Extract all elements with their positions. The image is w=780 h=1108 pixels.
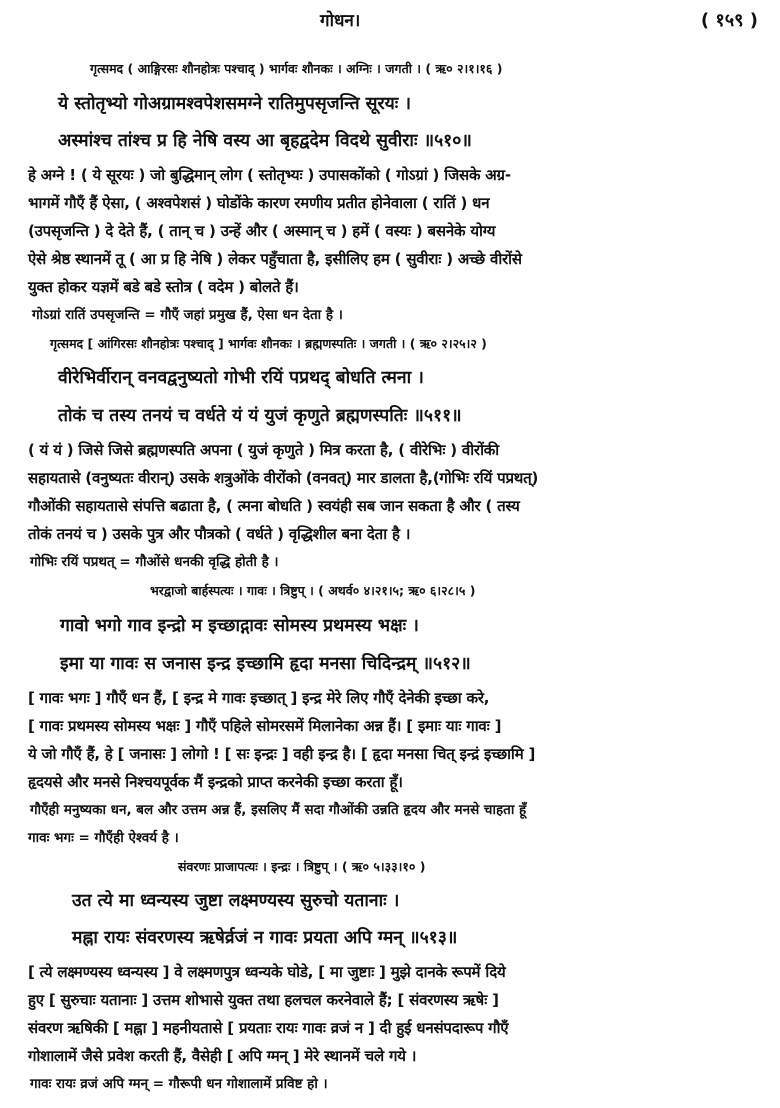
commentary-line: ऐसे श्रेष्ठ स्थानमें तू ( आ प्र हि नेषि ) लेकर पहुँचाता है, इसीलिए हम ( सुवीराः ) अच्छे वीरोंसे (28, 250, 522, 268)
page-title: गोधन। (320, 11, 361, 31)
commentary-line: [ गावः प्रथमस्य सोमस्य भक्षः ] गौएँ पहिले सोमरसमें मिलानेका अन्न हैं। [ इमाः याः गावः ] (28, 717, 502, 735)
commentary-line: [ त्ये लक्ष्मण्यस्य ध्वन्यस्य ] वे लक्ष्मणपुत्र ध्वन्यके घोडे, [ मा जुष्टाः ] मुझे दानके रूपमें दिये (28, 963, 506, 981)
commentary-line: ये जो गौएँ हैं, हे [ जनासः ] लोगो ! [ सः इन्द्रः ] वही इन्द्र है। [ हृदा मनसा चित् इन्द्रं इच्छामि ] (28, 745, 536, 763)
commentary-line: तोकं तनयं च ) उसके पुत्र और पौत्रको ( वर्धते ) वृद्धिशील बना देता है । (28, 525, 411, 543)
verse-attribution: गृत्समद [ आंगिरसः शौनहोत्रः पश्चाद् ] भार्गवः शौनकः । ब्रह्मणस्पतिः । जगती । ( ऋ० २।२५।२ ) (50, 336, 487, 351)
page-header (0, 4, 780, 34)
commentary-line: सहायतासे (वनुष्यतः वीरान्) उसके शत्रुओंके वीरोंको (वनवत्) मार डालता है,(गोभिः रयिं पप्रथत्) (28, 469, 539, 487)
verse-line: अस्मांश्च तांश्च प्र हि नेषि वस्य आ बृहद्वदेम विदथे सुवीराः ॥५१०॥ (58, 131, 472, 151)
gloss-line: गावः रायः व्रजं अपि ग्मन् = गौरूपी धन गोशालामें प्रविष्ट हो । (30, 1076, 328, 1092)
gloss-line: गावः भगः = गौएँही ऐश्वर्य है । (28, 830, 179, 846)
verse-attribution: संवरणः प्राजापत्यः । इन्द्रः । त्रिष्टुप् । ( ऋ० ५।३३।१० ) (178, 859, 426, 874)
commentary-line: हे अग्ने ! ( ये सूरयः ) जो बुद्धिमान् लोग ( स्तोतृभ्यः ) उपासकोंको ( गोऽग्रां ) जिसके अग्र- (28, 166, 511, 184)
verse-line: तोकं च तस्य तनयं च वर्धते यं यं युजं कृणुते ब्रह्मणस्पतिः ॥५११॥ (58, 406, 462, 426)
verse-line: इमा या गावः स जनास इन्द्र इच्छामि हृदा मनसा चिदिन्द्रम् ॥५१२॥ (60, 654, 471, 674)
page-number: ( १५९ ) (700, 10, 758, 31)
verse-line: वीरेभिर्वीरान् वनवद्वनुष्यतो गोभी रयिं पप्रथद् बोधति त्मना । (58, 368, 424, 388)
verse-line: ये स्तोतृभ्यो गोअग्रामश्वपेशसमग्ने रातिमुपसृजन्ति सूरयः । (58, 94, 412, 114)
commentary-line: हुए [ सुरुचाः यतानाः ] उत्तम शोभासे युक्त तथा हलचल करनेवाले हैं; [ संवरणस्य ऋषेः ] (28, 991, 499, 1009)
verse-attribution: गृत्समद ( आङ्गिरसः शौनहोत्रः पश्चाद् ) भार्गवः शौनकः । अग्निः । जगती । ( ऋ० २।१।१६ ) (90, 61, 503, 76)
verse-line: गावो भगो गाव इन्द्रो म इच्छाद्गावः सोमस्य प्रथमस्य भक्षः । (60, 616, 419, 636)
commentary-line: गोशालामें जैसे प्रवेश करती हैं, वैसेही [ अपि ग्मन् ] मेरे स्थानमें चले गये । (28, 1047, 417, 1065)
commentary-line: संवरण ऋषिकी [ मह्ना ] महनीयतासे [ प्रयताः रायः गावः व्रजं न ] दी हुई धनसंपदारूप गौएँ (28, 1019, 509, 1037)
verse-line: उत त्ये मा ध्वन्यस्य जुष्टा लक्ष्मण्यस्य सुरुचो यतानाः । (72, 891, 400, 911)
gloss-line: गौएँही मनुष्यका धन, बल और उत्तम अन्न हैं, इसलिए मैं सदा गौओंकी उन्नति हृदय और मनसे चाहता हूँ (30, 802, 527, 818)
gloss-line: गोऽग्रां रातिं उपसृजन्ति = गौएँ जहां प्रमुख हैं, ऐसा धन देता है । (32, 307, 343, 323)
commentary-line: (उपसृजन्ति ) दे देते हैं, ( तान् च ) उन्हें और ( अस्मान् च ) हमें ( वस्यः ) बसनेके योग्य (28, 222, 496, 240)
commentary-line: भागमें गौएँ हैं ऐसा, ( अश्वपेशसं ) घोडोंके कारण रमणीय प्रतीत होनेवाला ( रातिं ) धन (28, 194, 490, 212)
commentary-line: गौओंकी सहायतासे संपत्ति बढाता है, ( त्मना बोधति ) स्वयंही सब जान सकता है और ( तस्य (28, 497, 520, 515)
commentary-line: युक्त होकर यज्ञमें बडे बडे स्तोत्र ( वदेम ) बोलते हैं। (28, 278, 299, 296)
commentary-line: [ गावः भगः ] गौएँ धन हैं, [ इन्द्र मे गावः इच्छात् ] इन्द्र मेरे लिए गौएँ देनेकी इच्छा करे, (28, 689, 490, 707)
commentary-line: ( यं यं ) जिसे जिसे ब्रह्मणस्पति अपना ( युजं कृणुते ) मित्र करता है, ( वीरेभिः ) वीरोंकी (28, 441, 499, 459)
verse-attribution: भरद्वाजो बार्हस्पत्यः । गावः । त्रिष्टुप् । ( अथर्व० ४।२१।५; ऋ० ६।२८।५ ) (150, 583, 476, 598)
gloss-line: गोभिः रयिं पप्रथत् = गौओंसे धनकी वृद्धि होती है । (30, 554, 279, 570)
verse-line: मह्ना रायः संवरणस्य ऋषेर्व्रजं न गावः प्रयता अपि ग्मन् ॥५१३॥ (72, 928, 458, 948)
commentary-line: हृदयसे और मनसे निश्चयपूर्वक मैं इन्द्रको प्राप्त करनेकी इच्छा करता हूँ। (28, 773, 403, 791)
